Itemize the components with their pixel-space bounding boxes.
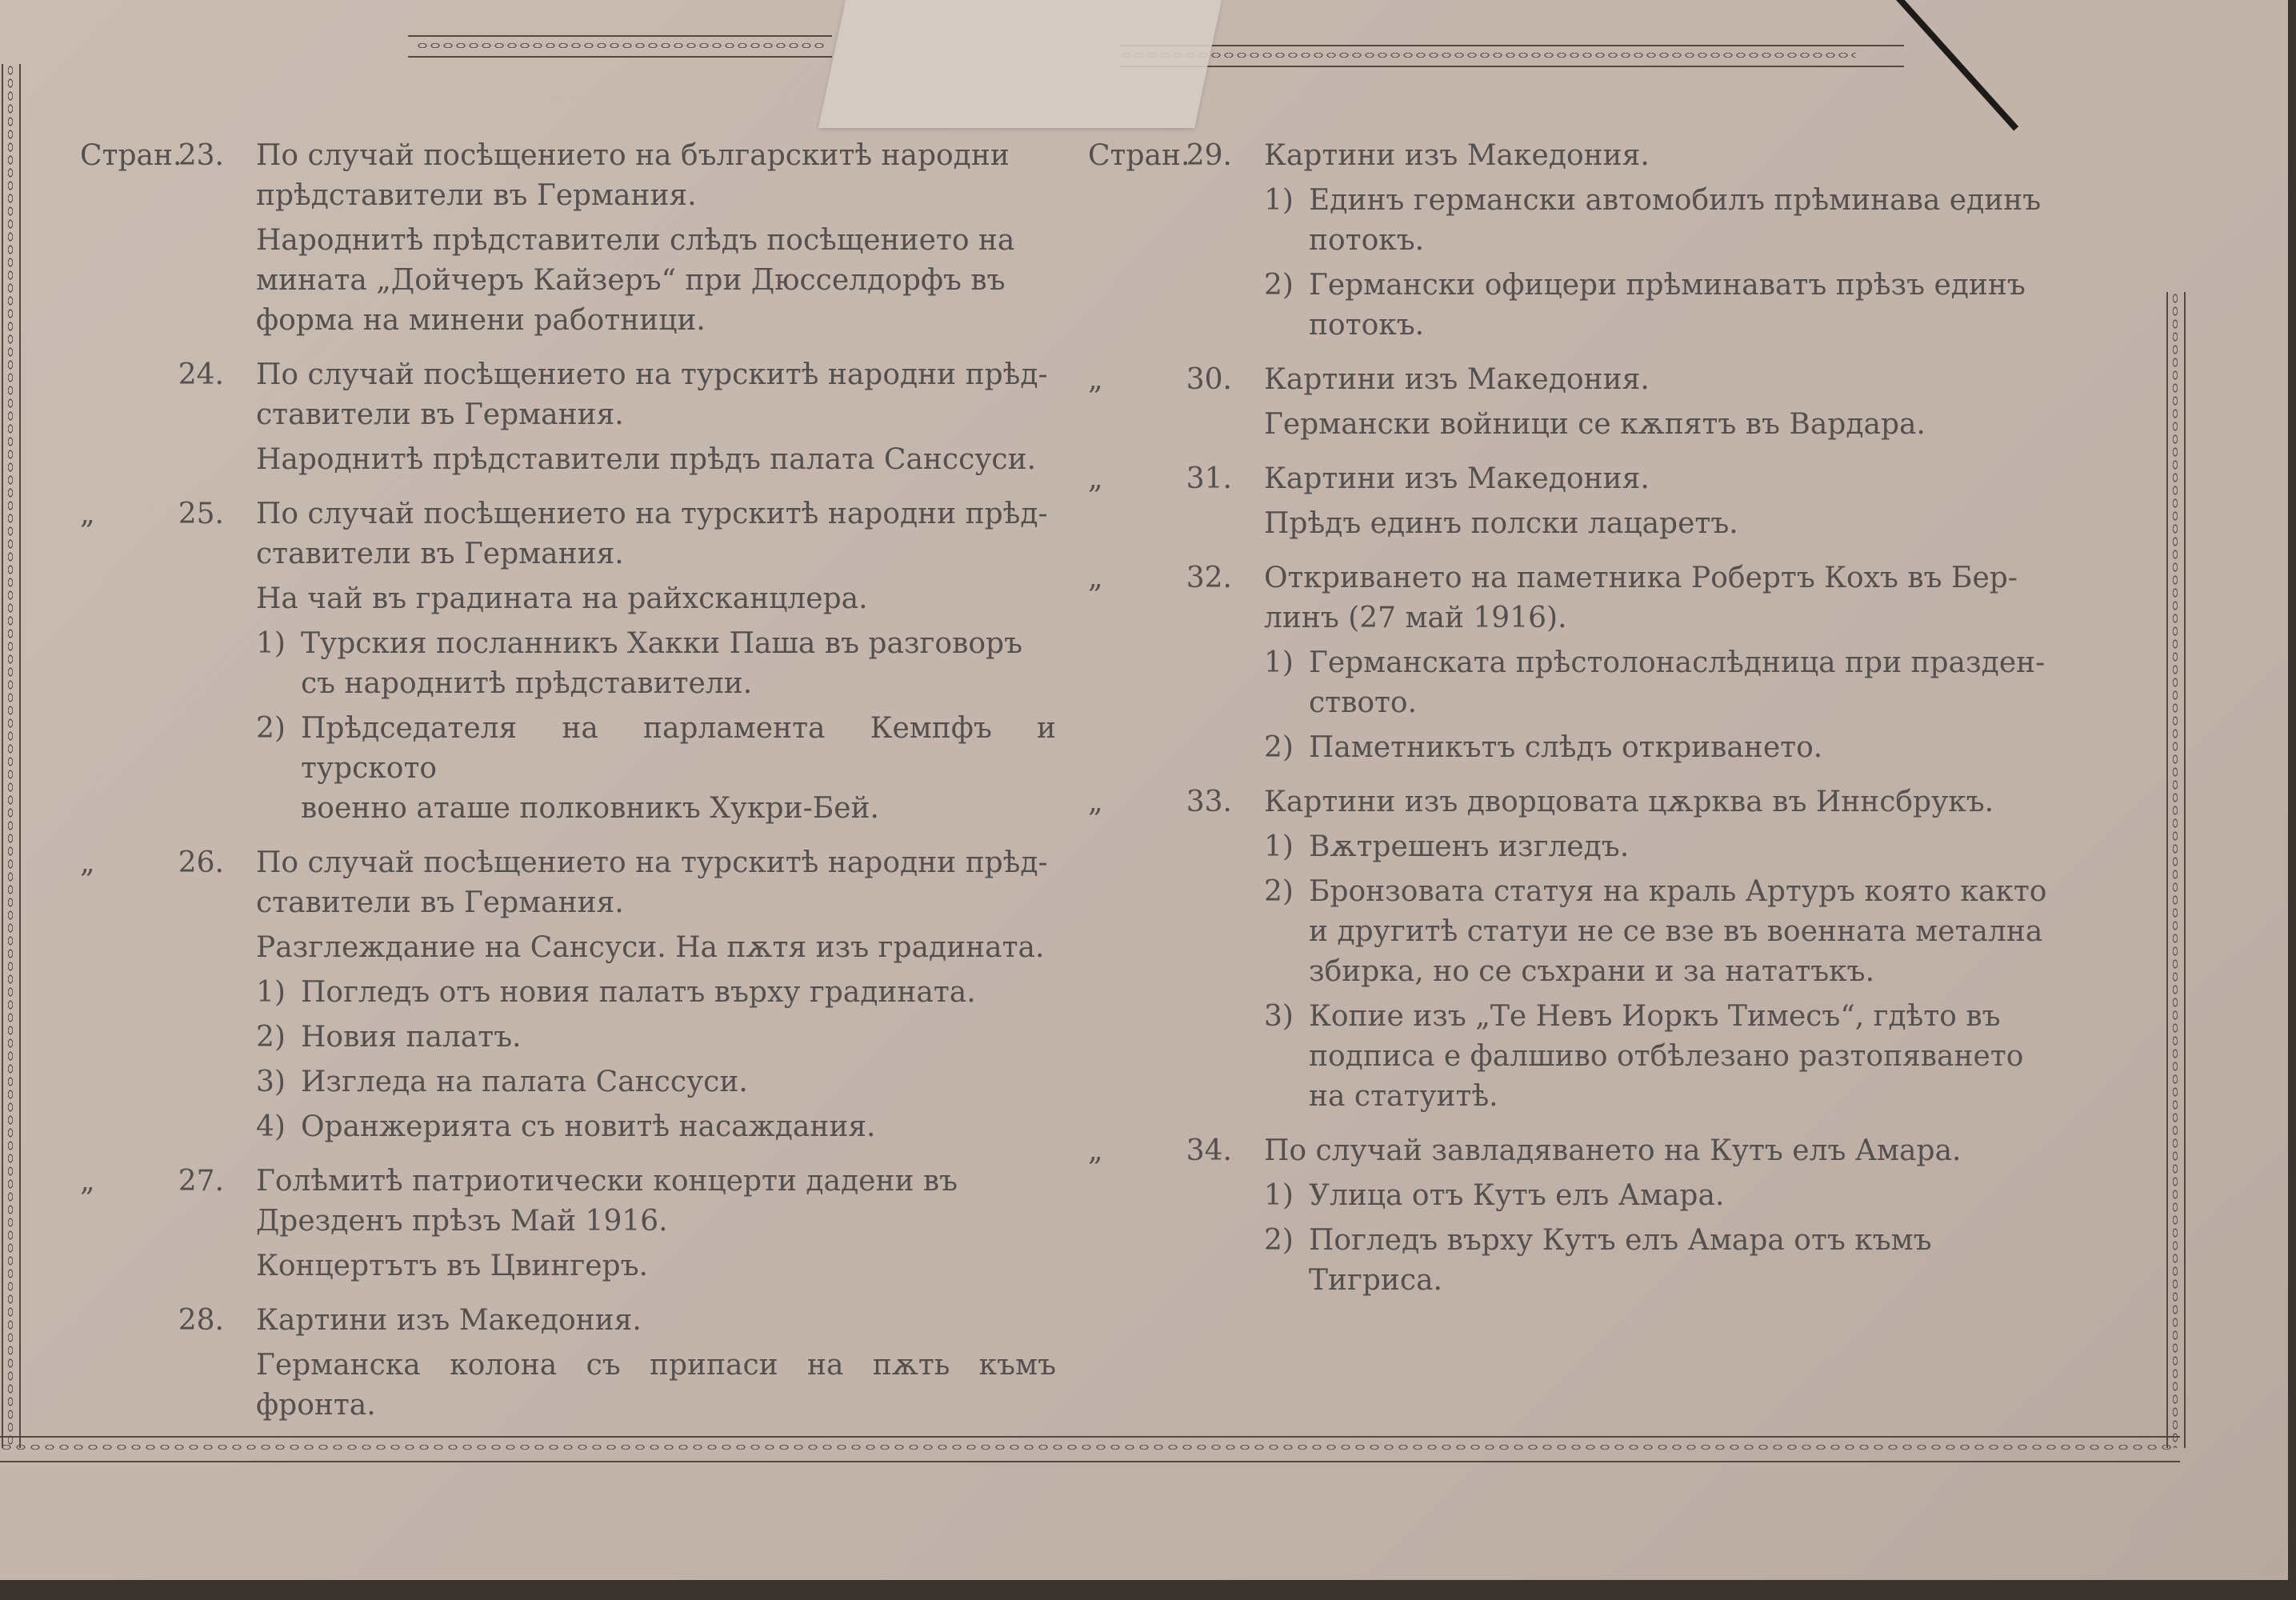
sub-item-line: потокъ. <box>1309 309 1425 342</box>
border-rule <box>19 64 21 1448</box>
entry-lead <box>1088 136 1232 176</box>
entry-lead <box>80 355 224 395</box>
sub-item <box>256 1062 1056 1102</box>
tape-piece <box>818 0 1222 128</box>
sub-item-line: съ народнитѣ прѣдставители. <box>301 667 753 700</box>
sub-item-line: Единъ германски автомобилъ прѣминава единъ <box>1309 184 2042 217</box>
description-line: Прѣдъ единъ полски лацаретъ. <box>1264 507 1738 540</box>
entry-lead <box>1088 782 1232 822</box>
entry-number: 32. <box>1186 562 1232 594</box>
title-line: прѣдставители въ Германия. <box>256 179 697 212</box>
sub-item-line: Прѣдседателя на парламента Кемпфъ и турското <box>301 712 1056 785</box>
ornamental-border-left <box>5 64 16 1448</box>
description-line: Разглеждание на Сансуси. На пѫтя изъ градината. <box>256 931 1045 964</box>
sub-item-line: Турския посланникъ Хакки Паша въ разговоръ <box>301 627 1022 660</box>
ornamental-border-top <box>416 40 824 51</box>
title-line: Картини изъ Македония. <box>1264 462 1650 495</box>
title-line: Откриването на паметника Робертъ Кохъ въ Бер- <box>1264 562 2018 594</box>
entry-number: 28. <box>178 1304 224 1337</box>
page-prefix: Стран. <box>80 139 182 172</box>
sub-item <box>256 709 1056 829</box>
description-line: Народнитѣ прѣдставители слѣдъ посѣщението на <box>256 224 1015 257</box>
sub-item-number: 1) <box>1264 830 1294 863</box>
sub-item-line: Копие изъ „Те Невъ Иоркъ Тимесъ“, гдѣто въ <box>1309 1000 2001 1033</box>
catalog-entry <box>1088 782 2064 1117</box>
entry-description <box>256 928 1056 968</box>
title-line: По случай посѣщението на турскитѣ народни прѣд- <box>256 498 1048 530</box>
description-line: На чай въ градината на райхсканцлера. <box>256 582 868 615</box>
entry-title <box>256 136 1056 216</box>
catalog-entry <box>80 1162 1056 1286</box>
sub-item-line: Германската прѣстолонаслѣдница при празден- <box>1309 646 2046 679</box>
sub-item <box>256 1018 1056 1058</box>
entry-description <box>256 579 1056 619</box>
sub-item-line: Изгледа на палата Санссуси. <box>301 1066 748 1098</box>
page-prefix: „ <box>1088 786 1103 818</box>
sub-item-line: ството. <box>1309 686 1418 719</box>
sub-item-number: 2) <box>256 712 286 745</box>
title-line: ставители въ Германия. <box>256 886 624 919</box>
sub-item-line: на статуитѣ. <box>1309 1080 1498 1113</box>
border-rule <box>2 64 3 1448</box>
sub-item <box>1264 643 2064 723</box>
sub-item <box>1264 997 2064 1117</box>
sub-item-number: 4) <box>256 1110 286 1143</box>
sub-item-number: 1) <box>256 976 286 1009</box>
entry-number: 27. <box>178 1165 224 1198</box>
sub-item <box>1264 266 2064 346</box>
description-line: Народнитѣ прѣдставители прѣдъ палата Санссуси. <box>256 443 1037 476</box>
border-rule <box>2184 292 2186 1448</box>
sub-item-number: 2) <box>1264 875 1294 908</box>
catalog-entry <box>80 136 1056 341</box>
sub-item <box>1264 827 2064 867</box>
entry-title <box>1264 782 2064 822</box>
entry-title <box>1264 1131 2064 1171</box>
entry-number: 29. <box>1186 139 1232 172</box>
border-rule <box>408 35 832 37</box>
sub-item-number: 2) <box>256 1021 286 1054</box>
page-prefix: „ <box>1088 1134 1103 1167</box>
entry-title <box>256 494 1056 574</box>
description-line: Концертътъ въ Цвингеръ. <box>256 1250 648 1282</box>
sub-item <box>1264 872 2064 992</box>
title-line: Картини изъ Македония. <box>1264 139 1650 172</box>
sub-item-number: 1) <box>256 627 286 660</box>
sub-item-line: Германски офицери прѣминаватъ прѣзъ единъ <box>1309 269 2026 302</box>
entry-description <box>1264 504 2064 544</box>
entry-number: 24. <box>178 358 224 391</box>
page-prefix: „ <box>1088 462 1103 495</box>
sub-item-line: Погледъ отъ новия палатъ върху градината. <box>301 976 976 1009</box>
border-rule <box>408 56 832 58</box>
entry-lead <box>1088 1131 1232 1171</box>
sub-item <box>256 1107 1056 1147</box>
entry-title <box>256 1162 1056 1242</box>
entry-number: 34. <box>1186 1134 1232 1167</box>
catalog-entry <box>1088 459 2064 544</box>
description-line: мината „Дойчеръ Кайзеръ“ при Дюсселдорфъ въ <box>256 264 1006 297</box>
sub-item-line: Вѫтрешенъ изгледъ. <box>1309 830 1630 863</box>
description-line: Германски войници се кѫпятъ въ Вардара. <box>1264 408 1926 441</box>
border-rule <box>2166 292 2168 1448</box>
entry-title <box>256 843 1056 923</box>
entry-lead <box>1088 558 1232 598</box>
title-line: Картини изъ дворцовата цѫрква въ Иннсбрукъ. <box>1264 786 1994 818</box>
title-line: По случай посѣщението на турскитѣ народни прѣд- <box>256 358 1048 391</box>
ornamental-border-top <box>1120 50 1856 61</box>
catalog-entry <box>1088 558 2064 768</box>
description-line: форма на минени работници. <box>256 304 706 337</box>
sub-item <box>1264 1176 2064 1216</box>
entry-lead <box>80 1301 224 1341</box>
sub-item-line: потокъ. <box>1309 224 1425 257</box>
sub-item-line: збирка, но се съхрани и за нататъкъ. <box>1309 955 1875 988</box>
sub-item-line: военно аташе полковникъ Хукри-Бей. <box>301 792 879 825</box>
sub-item-number: 1) <box>1264 1179 1294 1212</box>
border-rule <box>1120 45 1904 46</box>
page-prefix: „ <box>80 498 95 530</box>
title-line: По случай посѣщението на българскитѣ народни <box>256 139 1010 172</box>
corner-mark <box>1896 0 2018 130</box>
entry-description <box>256 221 1056 341</box>
sub-item <box>1264 181 2064 261</box>
sub-item-number: 2) <box>1264 269 1294 302</box>
left-column <box>80 136 1056 1440</box>
right-column <box>1088 136 2064 1315</box>
sub-item-number: 3) <box>1264 1000 1294 1033</box>
title-line: Картини изъ Македония. <box>256 1304 642 1337</box>
sub-item <box>1264 728 2064 768</box>
entry-title <box>1264 136 2064 176</box>
entry-lead <box>80 1162 224 1202</box>
sub-item-number: 2) <box>1264 731 1294 764</box>
catalog-entry <box>80 1301 1056 1426</box>
entry-number: 26. <box>178 846 224 879</box>
sub-item-number: 1) <box>1264 184 1294 217</box>
entry-title <box>1264 459 2064 499</box>
page-prefix: Стран. <box>1088 139 1190 172</box>
entry-title <box>1264 360 2064 400</box>
sub-item-number: 3) <box>256 1066 286 1098</box>
entry-lead <box>80 494 224 534</box>
entry-description <box>256 1346 1056 1426</box>
entry-lead <box>1088 360 1232 400</box>
catalog-entry <box>80 494 1056 829</box>
sub-item-number: 1) <box>1264 646 1294 679</box>
page-prefix: „ <box>80 846 95 879</box>
entry-lead <box>1088 459 1232 499</box>
catalog-entry <box>80 355 1056 480</box>
title-line: По случай завладяването на Кутъ елъ Амара. <box>1264 1134 1962 1167</box>
entry-title <box>256 1301 1056 1341</box>
title-line: ставители въ Германия. <box>256 538 624 570</box>
sub-item-line: Тигриса. <box>1309 1264 1442 1297</box>
entry-number: 30. <box>1186 363 1232 396</box>
entry-description <box>1264 405 2064 445</box>
page-prefix: „ <box>1088 562 1103 594</box>
title-line: Голѣмитѣ патриотически концерти дадени въ <box>256 1165 958 1198</box>
entry-number: 33. <box>1186 786 1232 818</box>
ornamental-border-right <box>2170 292 2181 1448</box>
entry-number: 23. <box>178 139 224 172</box>
entry-description <box>256 440 1056 480</box>
entry-lead <box>80 843 224 883</box>
title-line: Дрезденъ прѣзъ Май 1916. <box>256 1205 668 1238</box>
title-line: Картини изъ Македония. <box>1264 363 1650 396</box>
sub-item <box>256 624 1056 704</box>
entry-title <box>256 355 1056 435</box>
sub-item-number: 2) <box>1264 1224 1294 1257</box>
border-rule <box>0 1461 2180 1462</box>
title-line: ставители въ Германия. <box>256 398 624 431</box>
sub-item <box>1264 1221 2064 1301</box>
page-prefix: „ <box>80 1165 95 1198</box>
title-line: линъ (27 май 1916). <box>1264 602 1567 634</box>
sub-item-line: Новия палатъ. <box>301 1021 522 1054</box>
catalog-entry <box>80 843 1056 1147</box>
catalog-entry <box>1088 360 2064 445</box>
entry-title <box>1264 558 2064 638</box>
sub-item-line: подписа е фалшиво отбѣлезано разтопяването <box>1309 1040 2024 1073</box>
description-line: Германска колона съ припаси на пѫть къмъ фронта. <box>256 1349 1056 1422</box>
sub-item-line: Улица отъ Кутъ елъ Амара. <box>1309 1179 1725 1212</box>
title-line: По случай посѣщението на турскитѣ народни прѣд- <box>256 846 1048 879</box>
border-rule <box>1120 66 1904 67</box>
catalog-entry <box>1088 1131 2064 1301</box>
sub-item-line: Оранжерията съ новитѣ насаждания. <box>301 1110 876 1143</box>
page-prefix: „ <box>1088 363 1103 396</box>
sub-item <box>256 973 1056 1013</box>
sub-item-line: Погледъ върху Кутъ елъ Амара отъ къмъ <box>1309 1224 1932 1257</box>
sub-item-line: и другитѣ статуи не се взе въ военната метална <box>1309 915 2043 948</box>
entry-description <box>256 1246 1056 1286</box>
entry-lead <box>80 136 224 176</box>
entry-number: 25. <box>178 498 224 530</box>
sub-item-line: Паметникътъ слѣдъ откриването. <box>1309 731 1823 764</box>
ornamental-border-bottom <box>0 1442 2176 1456</box>
entry-number: 31. <box>1186 462 1232 495</box>
sub-item-line: Бронзовата статуя на краль Артуръ която както <box>1309 875 2047 908</box>
catalog-entry <box>1088 136 2064 346</box>
